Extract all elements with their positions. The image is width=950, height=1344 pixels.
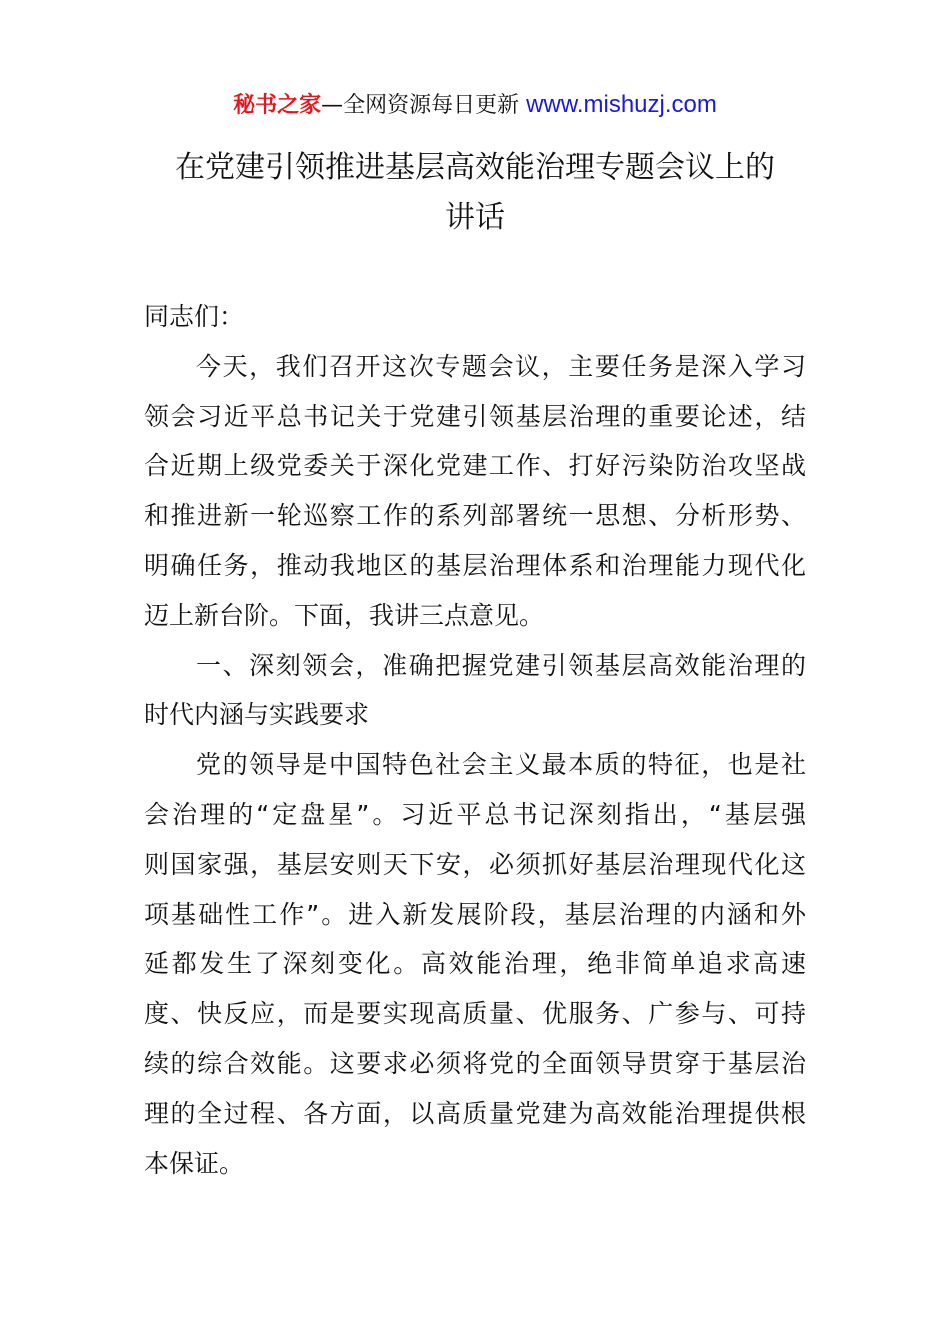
document-title-line-2: 讲话 [445, 200, 505, 235]
body-text-line: 领会习近平总书记关于党建引领基层治理的重要论述，结 [144, 401, 806, 431]
body-text-line: 和推进新一轮巡察工作的系列部署统一思想、分析形势、 [144, 501, 806, 531]
body-text-line: 会治理的“定盘星”。习近平总书记深刻指出，“基层强 [144, 799, 806, 829]
site-tagline: —全网资源每日更新 [321, 93, 527, 118]
document-title-line-1: 在党建引领推进基层高效能治理专题会议上的 [175, 150, 775, 185]
body-text-line: 续的综合效能。这要求必须将党的全面领导贯穿于基层治 [144, 1048, 806, 1078]
body-text-line: 理的全过程、各方面，以高质量党建为高效能治理提供根 [144, 1098, 806, 1128]
body-text-line: 则国家强，基层安则天下安，必须抓好基层治理现代化这 [144, 849, 806, 879]
body-text-line: 度、快反应，而是要实现高质量、优服务、广参与、可持 [144, 999, 806, 1029]
body-text-line: 一、深刻领会，准确把握党建引领基层高效能治理的 [196, 650, 806, 680]
site-brand: 秘书之家 [233, 93, 322, 118]
body-text-line: 时代内涵与实践要求 [144, 700, 370, 730]
body-text-line: 党的领导是中国特色社会主义最本质的特征，也是社 [196, 750, 806, 780]
site-url-link[interactable]: www.mishuzj.com [526, 91, 717, 118]
body-text-line: 合近期上级党委关于深化党建工作、打好污染防治攻坚战 [144, 451, 806, 481]
site-header [0, 89, 950, 122]
body-text-line: 项基础性工作”。进入新发展阶段，基层治理的内涵和外 [144, 899, 806, 929]
body-text-line: 明确任务，推动我地区的基层治理体系和治理能力现代化 [144, 550, 806, 580]
document-body [144, 292, 806, 1188]
body-text-line: 同志们： [144, 302, 245, 331]
body-text-line: 迈上新台阶。下面，我讲三点意见。 [144, 600, 545, 630]
body-text-line: 今天，我们召开这次专题会议，主要任务是深入学习 [196, 351, 806, 381]
body-text-line: 本保证。 [144, 1148, 245, 1178]
body-text-line: 延都发生了深刻变化。高效能治理，绝非简单追求高速 [144, 949, 806, 979]
